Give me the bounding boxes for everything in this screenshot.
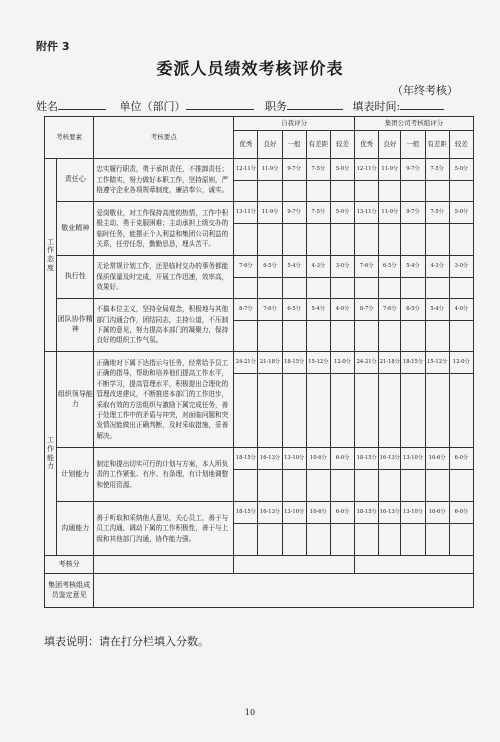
score-range: 4-0分 <box>330 299 354 321</box>
score-range: 5-4分 <box>306 299 330 321</box>
score-range: 5-4分 <box>425 299 449 321</box>
score-range: 18-15分 <box>234 502 258 524</box>
score-range: 10-6分 <box>306 502 330 524</box>
score-range: 13-10分 <box>282 502 306 524</box>
score-range: 5-0分 <box>449 159 473 181</box>
score-range: 13-10分 <box>401 502 425 524</box>
item-description: 善于听取和采纳他人意见，关心员工，善于与员工沟通，调动下属的工作积极性，善于与上级和其他部门沟通，协作能力强。 <box>94 502 234 556</box>
group-attitude: 工作态度 <box>45 159 57 352</box>
form-title: 委派人员绩效考核评价表 <box>156 59 344 78</box>
group-total-input[interactable] <box>355 556 474 574</box>
group-score-input[interactable] <box>379 470 401 502</box>
score-range: 7-6分 <box>379 299 401 321</box>
grade-header: 一般 <box>401 131 425 159</box>
self-score-input[interactable] <box>258 181 282 202</box>
self-score-input[interactable] <box>234 374 258 448</box>
score-range: 12-0分 <box>449 352 473 374</box>
group-score-input[interactable] <box>449 278 473 299</box>
self-score-input[interactable] <box>306 524 330 556</box>
score-range: 6-5分 <box>258 256 282 278</box>
item-description: 忠实履行职责，勇于承担责任，不推卸责任；工作踏实，努力做好本职工作，坚持原则，严格遵守企业各项规章制度，廉洁奉公，诚实。 <box>94 159 234 202</box>
self-score-input[interactable] <box>306 224 330 256</box>
score-range: 4-0分 <box>449 299 473 321</box>
score-range: 6-0分 <box>330 448 354 470</box>
score-range: 18-15分 <box>355 502 379 524</box>
self-score-input[interactable] <box>234 321 258 352</box>
group-score-input[interactable] <box>401 224 425 256</box>
self-score-input[interactable] <box>330 470 354 502</box>
self-score-input[interactable] <box>330 224 354 256</box>
score-range: 4-3分 <box>306 256 330 278</box>
grade-header: 良好 <box>379 131 401 159</box>
position-field[interactable] <box>287 99 343 110</box>
self-score-input[interactable] <box>306 470 330 502</box>
score-range: 8-7分 <box>355 299 379 321</box>
group-score-input[interactable] <box>355 321 379 352</box>
item-label: 计划能力 <box>57 448 94 502</box>
score-range: 5-4分 <box>401 256 425 278</box>
self-score-input[interactable] <box>258 321 282 352</box>
score-range: 10-6分 <box>425 502 449 524</box>
score-range: 7-5分 <box>425 159 449 181</box>
score-range: 15-12分 <box>425 352 449 374</box>
header-factor: 考核要素 <box>45 117 94 159</box>
group-score-input[interactable] <box>355 278 379 299</box>
group-score-input[interactable] <box>401 524 425 556</box>
score-range: 6-5分 <box>379 256 401 278</box>
self-score-input[interactable] <box>306 278 330 299</box>
score-range: 10-6分 <box>425 448 449 470</box>
group-score-input[interactable] <box>449 321 473 352</box>
self-score-input[interactable] <box>258 224 282 256</box>
group-score-input[interactable] <box>401 470 425 502</box>
score-range: 7-5分 <box>306 159 330 181</box>
group-score-input[interactable] <box>355 374 379 448</box>
self-score-input[interactable] <box>258 470 282 502</box>
group-score-input[interactable] <box>449 524 473 556</box>
score-range: 13-10分 <box>401 448 425 470</box>
group-score-input[interactable] <box>449 470 473 502</box>
score-range: 4-3分 <box>425 256 449 278</box>
self-score-input[interactable] <box>282 470 306 502</box>
group-score-input[interactable] <box>379 374 401 448</box>
position-label: 职务 <box>265 100 287 113</box>
group-score-input[interactable] <box>379 278 401 299</box>
score-range: 10-6分 <box>306 448 330 470</box>
group-score-input[interactable] <box>355 524 379 556</box>
score-range: 9-7分 <box>401 159 425 181</box>
item-description: 不搞本位主义，坚持全局观念，积极地与其他部门沟通合作，团结同志，主持公道，不压制下属的意见，努力提高本部门的凝聚力，保持良好的组织工作气氛。 <box>94 299 234 352</box>
score-range: 12-11分 <box>355 159 379 181</box>
group-score-input[interactable] <box>425 470 449 502</box>
score-range: 6-0分 <box>449 448 473 470</box>
score-range: 24-21分 <box>234 352 258 374</box>
group-score-input[interactable] <box>401 321 425 352</box>
group-score-input[interactable] <box>355 224 379 256</box>
info-line <box>36 98 476 114</box>
score-range: 6-0分 <box>449 502 473 524</box>
group-score-input[interactable] <box>425 224 449 256</box>
score-range: 11-9分 <box>379 202 401 224</box>
group-score-input[interactable] <box>449 224 473 256</box>
opinion-label: 集团考核组成员鉴定意见 <box>45 574 94 608</box>
score-range: 9-7分 <box>282 202 306 224</box>
self-score-input[interactable] <box>282 224 306 256</box>
grade-header: 良好 <box>258 131 282 159</box>
self-score-input[interactable] <box>258 524 282 556</box>
score-range: 24-21分 <box>355 352 379 374</box>
unit-field[interactable] <box>186 99 254 110</box>
score-range: 13-10分 <box>282 448 306 470</box>
header-group-eval: 集团公司考核组评分 <box>355 117 474 131</box>
item-label: 敬业精神 <box>57 202 94 256</box>
self-score-input[interactable] <box>234 524 258 556</box>
score-range: 5-0分 <box>449 202 473 224</box>
group-score-input[interactable] <box>379 321 401 352</box>
self-score-input[interactable] <box>330 278 354 299</box>
score-range: 12-0分 <box>330 352 354 374</box>
fill-instructions: 填表说明：请在打分栏填入分数。 <box>44 635 209 648</box>
group-score-input[interactable] <box>379 181 401 202</box>
score-range: 16-13分 <box>258 502 282 524</box>
group-ability: 工作能力 <box>45 352 57 556</box>
group-score-input[interactable] <box>401 374 425 448</box>
item-label: 团队协作精神 <box>57 299 94 352</box>
group-score-input[interactable] <box>425 321 449 352</box>
grade-header: 优秀 <box>234 131 258 159</box>
score-range: 11-9分 <box>379 159 401 181</box>
attachment-label: 附件 3 <box>36 40 70 53</box>
date-label: 填表时间: <box>352 100 401 113</box>
score-range: 18-15分 <box>234 448 258 470</box>
score-range: 11-9分 <box>258 159 282 181</box>
self-score-input[interactable] <box>330 321 354 352</box>
group-score-input[interactable] <box>449 374 473 448</box>
header-self-eval: 自我评分 <box>234 117 355 131</box>
score-range: 6-5分 <box>401 299 425 321</box>
group-score-input[interactable] <box>425 374 449 448</box>
score-range: 13-11分 <box>355 202 379 224</box>
self-score-input[interactable] <box>282 278 306 299</box>
score-range: 18-15分 <box>282 352 306 374</box>
grade-header: 优秀 <box>355 131 379 159</box>
score-range: 8-7分 <box>234 299 258 321</box>
group-score-input[interactable] <box>425 524 449 556</box>
unit-label: 单位（部门） <box>119 100 186 113</box>
score-range: 5-4分 <box>282 256 306 278</box>
self-score-input[interactable] <box>234 224 258 256</box>
score-range: 16-13分 <box>258 448 282 470</box>
group-score-input[interactable] <box>401 181 425 202</box>
score-range: 6-5分 <box>282 299 306 321</box>
self-total-input[interactable] <box>234 556 355 574</box>
score-range: 6-0分 <box>330 502 354 524</box>
item-label: 沟通能力 <box>57 502 94 556</box>
score-range: 3-0分 <box>330 256 354 278</box>
group-score-input[interactable] <box>355 470 379 502</box>
score-range: 7-6分 <box>234 256 258 278</box>
score-range: 5-0分 <box>330 202 354 224</box>
header-points: 考核要点 <box>94 117 234 159</box>
item-label: 责任心 <box>57 159 94 202</box>
score-range: 7-6分 <box>355 256 379 278</box>
score-range: 5-0分 <box>330 159 354 181</box>
date-field[interactable] <box>400 99 444 110</box>
self-score-input[interactable] <box>282 321 306 352</box>
self-score-input[interactable] <box>234 470 258 502</box>
evaluation-table <box>44 116 474 608</box>
self-score-input[interactable] <box>306 321 330 352</box>
group-score-input[interactable] <box>379 224 401 256</box>
grade-header: 有差距 <box>306 131 330 159</box>
name-label: 姓名 <box>36 100 58 113</box>
score-range: 21-18分 <box>258 352 282 374</box>
self-score-input[interactable] <box>234 181 258 202</box>
score-range: 7-5分 <box>425 202 449 224</box>
score-range: 13-11分 <box>234 202 258 224</box>
score-range: 16-13分 <box>379 502 401 524</box>
item-label: 组织领导能力 <box>57 352 94 448</box>
score-range: 18-15分 <box>401 352 425 374</box>
grade-header: 一般 <box>282 131 306 159</box>
grade-header: 有差距 <box>425 131 449 159</box>
item-label: 执行性 <box>57 256 94 299</box>
item-description: 爱岗敬业，对工作保持高度的热情，工作中积极主动，勇于克服困难；主动承担上级交办的临时任务，能摆正个人利益和集团公司利益的关系，任劳任怨，勤勤恳恳，埋头苦干。 <box>94 202 234 256</box>
opinion-input[interactable] <box>94 574 474 608</box>
grade-header: 较差 <box>330 131 354 159</box>
page-number: 10 <box>244 708 256 717</box>
self-score-input[interactable] <box>306 374 330 448</box>
score-range: 7-6分 <box>258 299 282 321</box>
score-range: 7-5分 <box>306 202 330 224</box>
group-score-input[interactable] <box>449 181 473 202</box>
self-score-input[interactable] <box>330 524 354 556</box>
item-description: 制定和提出切实可行的计划与方案，本人所负责的工作紧张、有序、有条理，有计划地调整和使用资源。 <box>94 448 234 502</box>
group-score-input[interactable] <box>379 524 401 556</box>
group-score-input[interactable] <box>425 181 449 202</box>
self-score-input[interactable] <box>234 278 258 299</box>
self-score-input[interactable] <box>306 181 330 202</box>
group-score-input[interactable] <box>425 278 449 299</box>
score-range: 18-15分 <box>355 448 379 470</box>
item-description: 正确地对下属下达指示与任务，经常给予员工正确的指导，帮助和培养他们提高工作水平，不断学习，提高管理水平，积极提出合理化的管理改进建议，不断推进本部门的工作进步，采取有效的方法组织与激励下属完成任务，善于处理工作中的矛盾与冲突，对面临问题和突发情况能做出正确判断，及时采取措施，妥善解决。 <box>94 352 234 448</box>
score-range: 3-0分 <box>449 256 473 278</box>
self-score-input[interactable] <box>258 374 282 448</box>
self-score-input[interactable] <box>282 524 306 556</box>
score-range: 11-9分 <box>258 202 282 224</box>
score-range: 12-11分 <box>234 159 258 181</box>
total-score-cell[interactable] <box>94 556 234 574</box>
score-range: 15-12分 <box>306 352 330 374</box>
group-score-input[interactable] <box>401 278 425 299</box>
score-range: 9-7分 <box>282 159 306 181</box>
self-score-input[interactable] <box>282 181 306 202</box>
self-score-input[interactable] <box>258 278 282 299</box>
score-range: 9-7分 <box>401 202 425 224</box>
score-range: 21-18分 <box>379 352 401 374</box>
self-score-input[interactable] <box>282 374 306 448</box>
grade-header: 较差 <box>449 131 473 159</box>
self-score-input[interactable] <box>330 181 354 202</box>
total-score-label: 考核分 <box>45 556 94 574</box>
item-description: 无论常规计划工作，还是临时交办的事务都能保质保量及时完成，开展工作迅速，效率高，效果好。 <box>94 256 234 299</box>
name-field[interactable] <box>58 99 106 110</box>
self-score-input[interactable] <box>330 374 354 448</box>
group-score-input[interactable] <box>355 181 379 202</box>
form-subtitle: （年终考核） <box>392 84 458 97</box>
score-range: 16-13分 <box>379 448 401 470</box>
